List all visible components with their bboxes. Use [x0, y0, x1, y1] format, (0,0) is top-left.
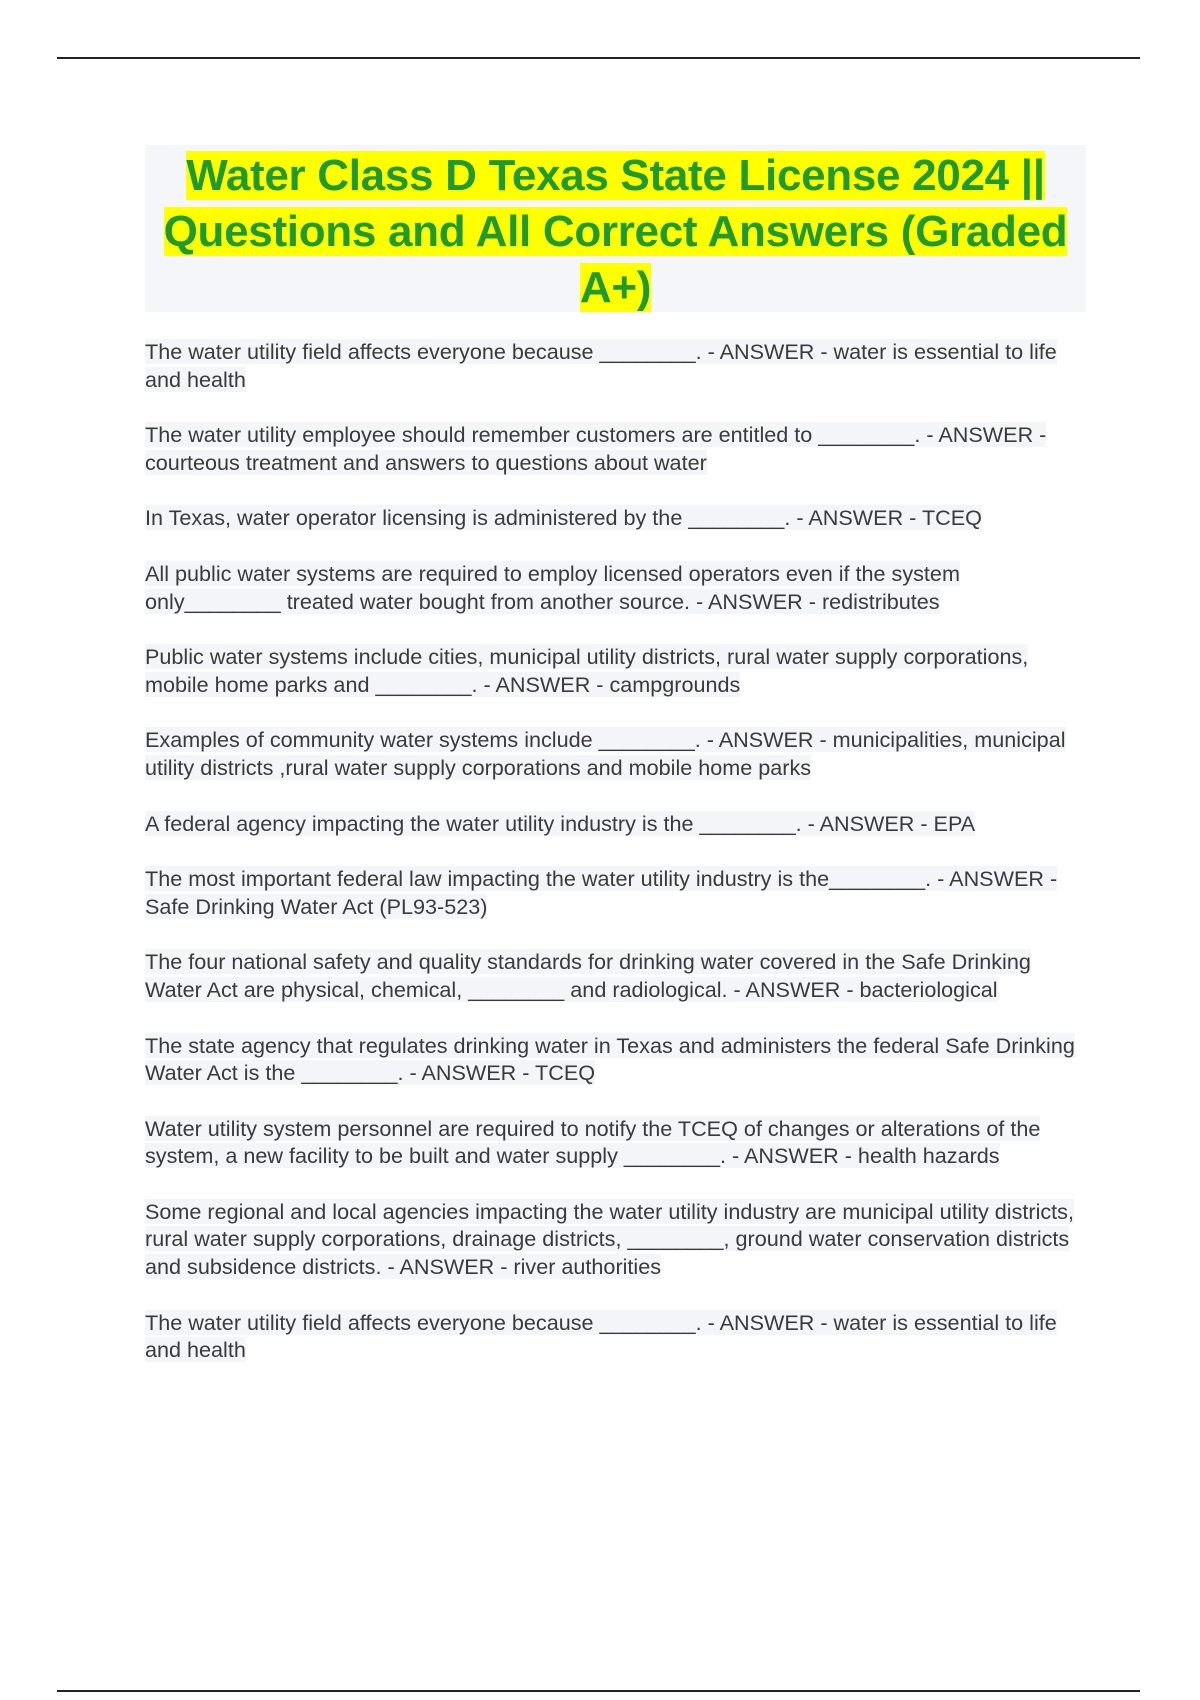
qa-item — [145, 948, 1090, 1003]
qa-text: The most important federal law impacting the water utility industry is the________. - ANSWER - Safe Drinking Water Act (PL93-523) — [145, 866, 1058, 919]
qa-item — [145, 810, 1090, 838]
qa-item — [145, 1309, 1090, 1364]
qa-item — [145, 726, 1090, 781]
title-text: Water Class D Texas State License 2024 || Questions and All Correct Answers (Graded A+) — [163, 151, 1068, 312]
qa-text: All public water systems are required to employ licensed operators even if the system only________ treated water bought from another source. - ANSWER - redistributes — [145, 560, 960, 614]
qa-item — [145, 643, 1090, 698]
qa-text: The four national safety and quality standards for drinking water covered in the Safe Drinking Water Act are physical, chemical, ________ and radiological. - ANSWER - bacteriological — [145, 949, 1031, 1002]
qa-text: Public water systems include cities, municipal utility districts, rural water supply corporations, mobile home parks and ________. - ANSWER - campgrounds — [145, 644, 1029, 697]
qa-item — [145, 1115, 1090, 1170]
qa-item — [145, 865, 1090, 920]
qa-list — [145, 338, 1090, 1392]
qa-text: A federal agency impacting the water utility industry is the ________. - ANSWER - EPA — [145, 810, 976, 836]
qa-item — [145, 1032, 1090, 1087]
title-box — [145, 145, 1086, 312]
qa-item — [145, 504, 1090, 532]
header-rule — [57, 57, 1140, 59]
qa-text: Water utility system personnel are required to notify the TCEQ of changes or alterations of the system, a new facility to be built and water supply ________. - ANSWER - health hazards — [145, 1115, 1041, 1169]
qa-item — [145, 338, 1090, 393]
qa-item — [145, 1198, 1090, 1281]
qa-text: In Texas, water operator licensing is administered by the ________. - ANSWER - TCEQ — [145, 505, 982, 531]
footer-rule — [57, 1690, 1140, 1692]
qa-item — [145, 560, 1090, 615]
document-title — [145, 145, 1086, 316]
qa-item — [145, 421, 1090, 476]
qa-text: The state agency that regulates drinking water in Texas and administers the federal Safe Drinking Water Act is the ________. - ANSWER - TCEQ — [145, 1032, 1075, 1086]
qa-text: Some regional and local agencies impacting the water utility industry are municipal utility districts, rural water supply corporations, drainage districts, ________, ground water conservation districts and subsidence districts. - ANSWER - river authorities — [145, 1198, 1074, 1280]
qa-text: Examples of community water systems include ________. - ANSWER - municipalities, municipal utility districts ,rural water supply corporations and mobile home parks — [145, 727, 1066, 780]
qa-text: The water utility field affects everyone because ________. - ANSWER - water is essential to life and health — [145, 339, 1057, 392]
qa-text: The water utility field affects everyone because ________. - ANSWER - water is essential to life and health — [145, 1309, 1057, 1363]
qa-text: The water utility employee should remember customers are entitled to ________. - ANSWER - courteous treatment and answers to questions about water — [145, 422, 1047, 475]
